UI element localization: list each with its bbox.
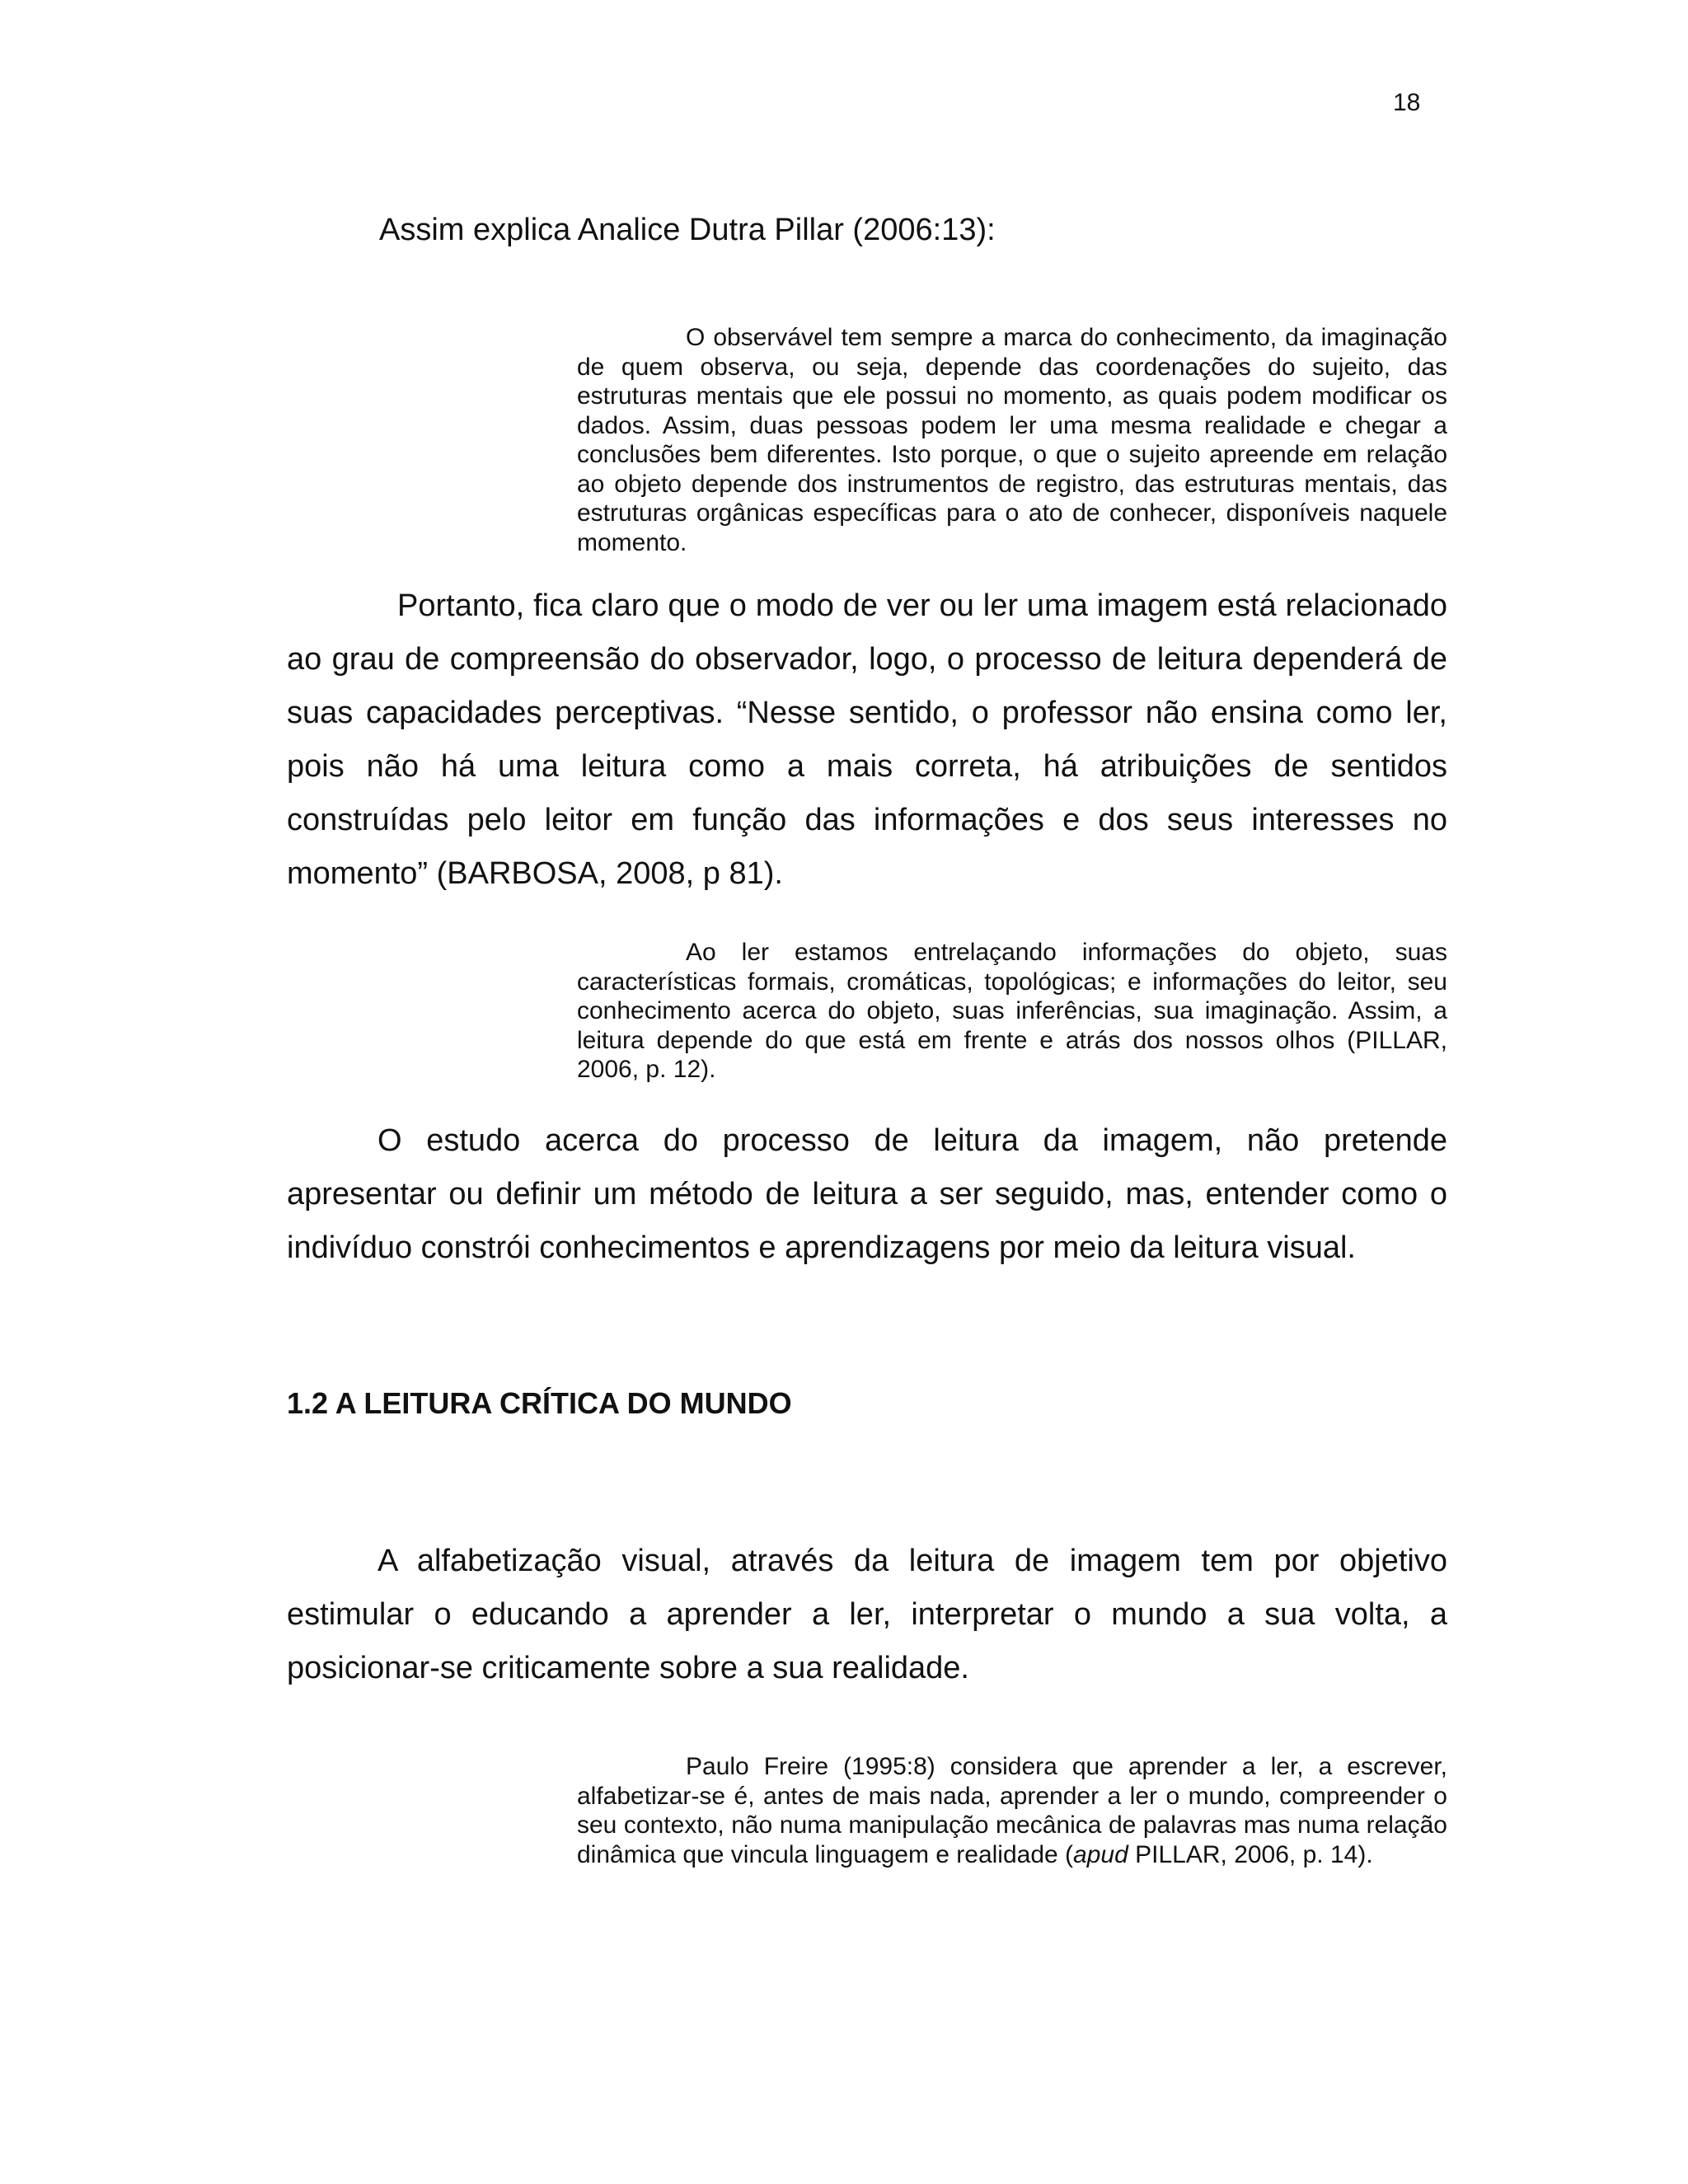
quote-citation: PILLAR, 2006, p. 14).: [1128, 1840, 1373, 1868]
intro-sentence: Assim explica Analice Dutra Pillar (2006:13):: [379, 213, 996, 247]
section-heading: 1.2 A LEITURA CRÍTICA DO MUNDO: [287, 1386, 792, 1420]
paragraph-estudo: O estudo acerca do processo de leitura da imagem, não pretende apresentar ou definir um método de leitura a ser seguido, mas, entender como o indivíduo constrói conhecimentos e aprendizagens por meio da leitura visual.: [287, 1123, 1447, 1265]
quote-italic-apud: apud: [1073, 1840, 1128, 1868]
block-quote-pillar-leitura: Ao ler estamos entrelaçando informações do objeto, suas características formais, cromáticas, topológicas; e informações do leitor, seu conhecimento acerca do objeto, suas inferências, sua imaginação. Assim, a leitura depende do que está em frente e atrás dos nossos olhos (PILLAR, 2006, p. 12).: [577, 939, 1447, 1083]
paragraph-portanto: Portanto, fica claro que o modo de ver ou ler uma imagem está relacionado ao grau de compreensão do observador, logo, o processo de leitura dependerá de suas capacidades perceptivas. “Nesse sentido, o professor não ensina como ler, pois não há uma leitura como a mais correta, há atribuições de sentidos construídas pelo leitor em função das informações e dos seus interesses no momento” (BARBOSA, 2008, p 81).: [287, 588, 1447, 891]
quote-text: Paulo Freire (1995:8) considera que aprender a ler, a escrever, alfabetizar-se é, antes de mais nada, aprender a ler o mundo, compreender o seu contexto, não numa manipulação mecânica de palavras mas numa relação dinâmica que vincula linguagem e realidade (: [577, 1753, 1447, 1868]
block-quote-pillar-observavel: O observável tem sempre a marca do conhecimento, da imaginação de quem observa, ou seja, depende das coordenações do sujeito, das estruturas mentais que ele possui no momento, as quais podem modificar os dados. Assim, duas pessoas podem ler uma mesma realidade e chegar a conclusões bem diferentes. Isto porque, o que o sujeito apreende em relação ao objeto depende dos instrumentos de registro, das estruturas mentais, das estruturas orgânicas específicas para o ato de conhecer, disponíveis naquele momento.: [577, 324, 1447, 556]
block-quote-freire: [577, 1752, 1447, 1869]
paragraph-alfabetizacao: A alfabetização visual, através da leitura de imagem tem por objetivo estimular o educando a aprender a ler, interpretar o mundo a sua volta, a posicionar-se criticamente sobre a sua realidade.: [287, 1544, 1447, 1685]
page-number: 18: [1393, 89, 1421, 116]
